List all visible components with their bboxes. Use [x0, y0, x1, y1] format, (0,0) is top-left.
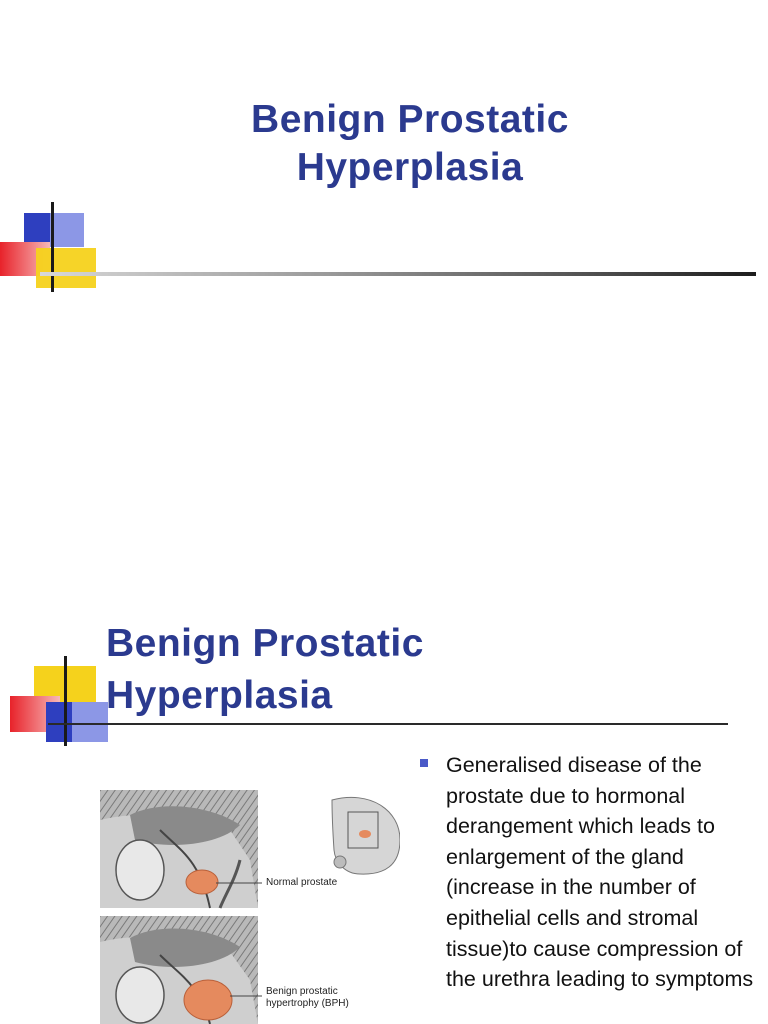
prostate-anatomy-illustration [100, 790, 400, 1024]
normal-prostate-label: Normal prostate [266, 877, 338, 888]
title-slide [0, 0, 768, 470]
bullet-item [420, 750, 760, 995]
side-view-inset [332, 797, 400, 874]
title-divider [40, 272, 756, 276]
decorative-squares-logo [0, 652, 115, 752]
title-line-2: Hyperplasia [106, 674, 333, 717]
normal-prostate-panel [100, 790, 258, 908]
bullet-square-icon [420, 759, 428, 767]
slide-title [150, 96, 670, 192]
title-line-1: Benign Prostatic [251, 98, 569, 141]
title-line-1: Benign Prostatic [106, 622, 424, 665]
bullet-text: Generalised disease of the prostate due to hormonal derangement which leads to enlargement of the gland (increase in the number of epithelial cells and stromal tissue)to cause compression of the urethra leading to symptoms [446, 753, 754, 992]
anatomy-figure-svg [100, 790, 400, 1024]
bph-label-line-2: hypertrophy (BPH) [266, 998, 349, 1009]
bph-panel [100, 916, 258, 1024]
slide-title [106, 618, 424, 722]
bullet-list [420, 750, 760, 995]
title-divider [48, 723, 728, 725]
bph-label-line-1: Benign prostatic [266, 986, 338, 997]
title-line-2: Hyperplasia [296, 146, 524, 189]
decorative-squares-logo [0, 200, 110, 295]
content-slide [0, 590, 768, 1024]
